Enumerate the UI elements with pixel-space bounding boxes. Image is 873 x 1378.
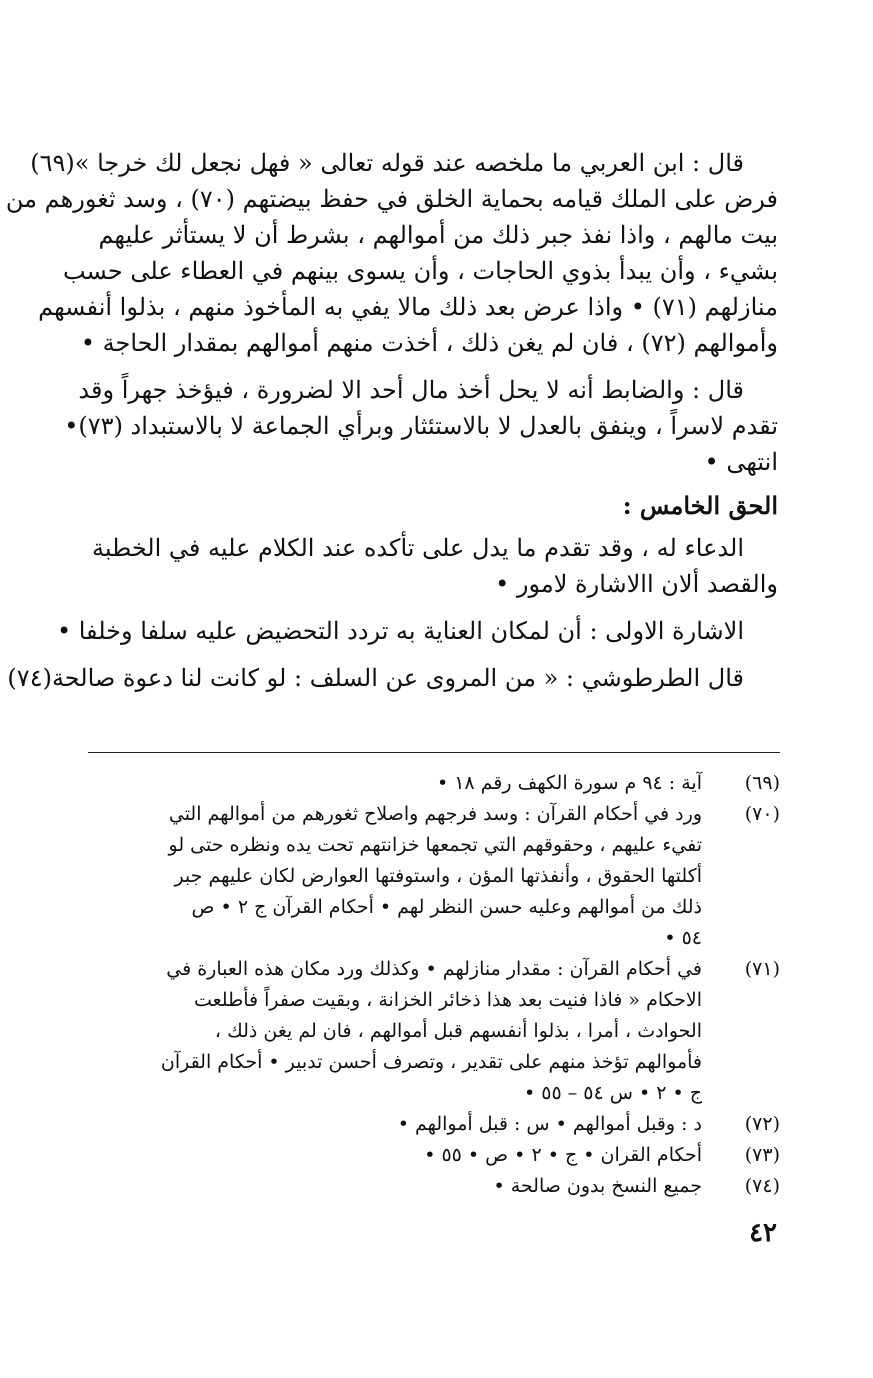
footnote-text	[70, 1109, 702, 1140]
text-line: وأموالهم (٧٢) ، فان لم يغن ذلك ، أخذت منهم أموالهم بمقدار الحاجة •	[80, 329, 778, 357]
footnote-number: (٦٩)	[744, 772, 780, 794]
paragraph-2	[64, 372, 778, 480]
text-line: تقدم لاسراً ، وينفق بالعدل لا بالاستئثار وبرأي الجماعة لا بالاستبداد (٧٣)•	[64, 412, 778, 440]
paragraph-3	[70, 530, 778, 602]
footnote-73	[70, 1140, 780, 1171]
footnote-line: فأموالهم تؤخذ منهم على تقدير ، وتصرف أحسن تدبير • أحكام القرآن	[160, 1051, 702, 1073]
text-line: بيت مالهم ، واذا نفذ جبر ذلك من أموالهم ، بشرط أن لا يستأثر عليهم	[98, 221, 778, 249]
footnote-number: (٧٢)	[744, 1113, 780, 1135]
footnote-line: جميع النسخ بدون صالحة •	[493, 1175, 702, 1197]
footnotes-section	[70, 768, 780, 1202]
paragraph-5	[7, 660, 778, 696]
footnote-74	[70, 1171, 780, 1202]
footnote-line: ذلك من أموالهم وعليه حسن النظر لهم • أحكام القرآن ج ٢ • ص	[191, 896, 702, 918]
footnote-line: د : وقبل أموالهم • س : قبل أموالهم •	[397, 1113, 702, 1135]
text-line: قال : والضابط أنه لا يحل أخذ مال أحد الا لضرورة ، فيؤخذ جهراً وقد	[78, 376, 744, 404]
text-line: انتهى •	[704, 448, 778, 476]
footnote-number: (٧١)	[744, 958, 780, 980]
text-line: فرض على الملك قيامه بحماية الخلق في حفظ بيضتهم (٧٠) ، وسد ثغورهم من	[5, 185, 778, 213]
text-line: الاشارة الاولى : أن لمكان العناية به تردد التحضيض عليه سلفا وخلفا •	[56, 617, 744, 645]
paragraph-1	[5, 145, 778, 361]
text-line: قال : ابن العربي ما ملخصه عند قوله تعالى « فهل نجعل لك خرجا »(٦٩)	[30, 149, 744, 177]
paragraph-4	[56, 613, 778, 649]
footnote-line: ورد في أحكام القرآن : وسد فرجهم واصلاح ثغورهم من أموالهم التي	[168, 803, 702, 825]
footnote-70	[70, 799, 780, 954]
footnote-line: تفيء عليهم ، وحقوقهم التي تجمعها خزانتهم تحت يده ونظره حتى لو	[168, 834, 702, 856]
footnote-text	[70, 799, 702, 954]
footnote-number: (٧٤)	[744, 1175, 780, 1197]
text-line: منازلهم (٧١) • واذا عرض بعد ذلك مالا يفي به المأخوذ منهم ، بذلوا أنفسهم	[38, 293, 778, 321]
footnote-line: آية : ٩٤ م سورة الكهف رقم ١٨ •	[436, 772, 702, 794]
text-line: قال الطرطوشي : « من المروى عن السلف : لو كانت لنا دعوة صالحة(٧٤)	[7, 664, 744, 692]
page-number: ٤٢	[749, 1218, 777, 1248]
footnote-line: الحوادث ، أمرا ، بذلوا أنفسهم قبل أموالهم ، فان لم يغن ذلك ،	[214, 1020, 702, 1042]
footnote-line: أحكام القران • ج • ٢ • ص • ٥٥ •	[424, 1144, 702, 1166]
footnote-69	[70, 768, 780, 799]
footnote-text	[70, 1140, 702, 1171]
footnote-line: ٥٤ •	[664, 927, 702, 949]
footnote-line: الاحكام « فاذا فنيت بعد هذا ذخائر الخزانة ، وبقيت صفراً فأطلعت	[193, 989, 702, 1011]
text-line: الدعاء له ، وقد تقدم ما يدل على تأكده عند الكلام عليه في الخطبة	[92, 534, 744, 562]
footnote-number: (٧٠)	[744, 803, 780, 825]
text-line: والقصد ألان االاشارة لامور •	[495, 570, 778, 598]
footnote-text	[70, 954, 702, 1109]
footnote-71	[70, 954, 780, 1109]
footnote-line: أكلتها الحقوق ، وأنفذتها المؤن ، واستوفتها العوارض لكان عليهم جبر	[174, 865, 702, 887]
footnote-line: في أحكام القرآن : مقدار منازلهم • وكذلك ورد مكان هذه العبارة في	[166, 958, 702, 980]
section-heading: الحق الخامس :	[622, 491, 778, 520]
footnote-72	[70, 1109, 780, 1140]
footnote-number: (٧٣)	[744, 1144, 780, 1166]
text-line: بشيء ، وأن يبدأ بذوي الحاجات ، وأن يسوى بينهم في العطاء على حسب	[62, 257, 778, 285]
main-text-block	[5, 145, 778, 696]
footnote-line: ج • ٢ • س ٥٤ – ٥٥ •	[524, 1082, 702, 1104]
footnote-divider	[88, 752, 780, 753]
footnote-text	[70, 1171, 702, 1202]
footnote-text	[70, 768, 702, 799]
